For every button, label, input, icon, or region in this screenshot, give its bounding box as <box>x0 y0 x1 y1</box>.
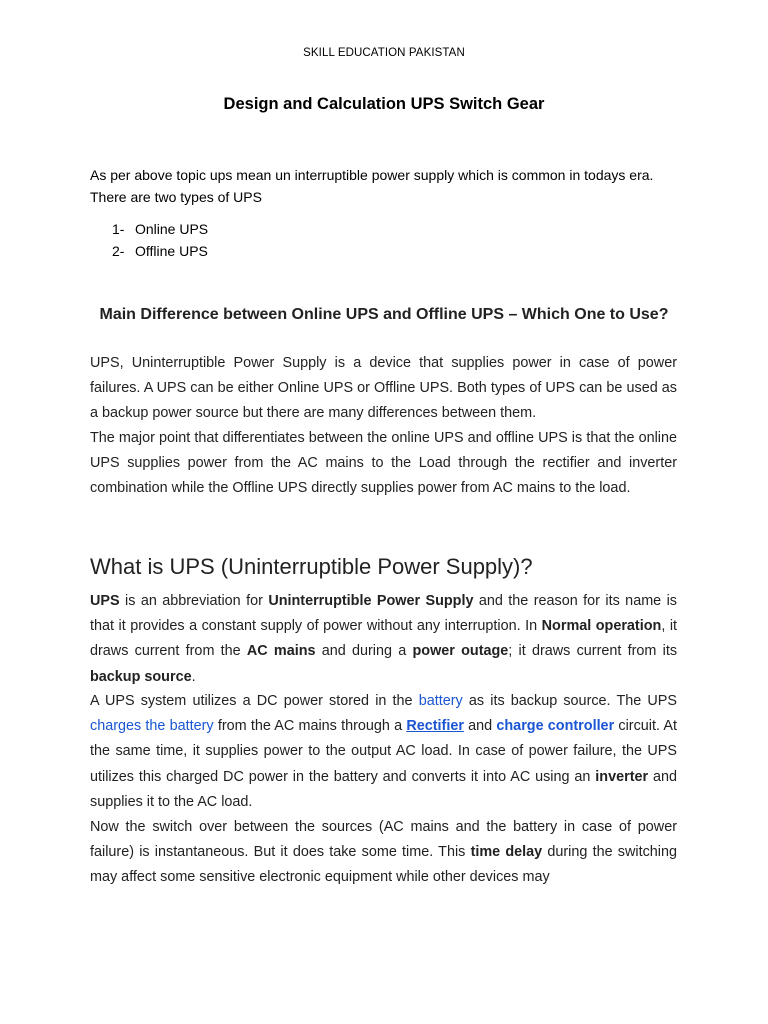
text-run: and supplies it to the AC load. <box>90 768 677 810</box>
bold-text: inverter <box>595 768 649 785</box>
text-run: and <box>463 718 497 735</box>
paragraph-major-difference: The major point that differentiates between the online UPS and offline UPS is that the online UPS supplies power from the AC mains to the Load through the rectifier and inverter combination while the Offline UPS directly supplies power from AC mains to the load. <box>90 430 677 497</box>
bold-text: UPS <box>90 593 120 609</box>
text-run: is an abbreviation for <box>119 593 269 609</box>
text-run: circuit. At the same time, it supplies power to the output AC load. In case of power failure, the UPS utilizes this charged DC power in the battery and converts it into AC using an <box>90 718 677 785</box>
text-run: and during a <box>315 643 413 660</box>
text-run: ; it draws current from its <box>508 643 678 660</box>
bold-text: backup source <box>90 668 192 685</box>
bold-text: Uninterruptible Power Supply <box>268 593 474 609</box>
text-run: as its backup source. The UPS <box>462 693 677 709</box>
text-run: . <box>191 668 196 685</box>
rectifier-link[interactable]: Rectifier <box>406 718 464 735</box>
bold-text: time delay <box>470 844 543 861</box>
section-heading-what-is-ups: What is UPS (Uninterruptible Power Supply)? <box>90 554 533 579</box>
paragraph-ups-definition: UPS, Uninterruptible Power Supply is a device that supplies power in case of power failures. A UPS can be either Online UPS or Offline UPS. Both types of UPS can be used as a backup power source but there are many differences between them. <box>90 355 677 422</box>
page-header: SKILL EDUCATION PAKISTAN <box>303 47 465 59</box>
intro-paragraph: As per above topic ups mean un interruptible power supply which is common in todays era. There are two types of UPS <box>90 167 654 205</box>
text-run: A UPS system utilizes a DC power stored in the <box>90 693 419 709</box>
bold-text: AC mains <box>246 643 316 660</box>
list-item <box>112 240 208 262</box>
document-title: Design and Calculation UPS Switch Gear <box>223 95 545 113</box>
text-run: , it draws current from the <box>90 618 678 660</box>
text-run: and the reason for its name is that it provides a constant supply of power without any interruption. In <box>90 593 677 635</box>
text-run: Now the switch over between the sources (AC mains and the battery in case of power failure) is instantaneous. But it does take some time. This <box>90 819 677 861</box>
list-number: 1- <box>112 221 125 237</box>
text-run: during the switching may affect some sensitive electronic equipment while other devices may <box>90 844 677 886</box>
paragraph-switch-over <box>90 815 677 891</box>
bold-text: power outage <box>412 643 509 660</box>
charges-battery-link[interactable]: charges the battery <box>90 718 214 735</box>
ups-types-list <box>112 218 208 262</box>
list-number: 2- <box>112 243 125 259</box>
text-run: from the AC mains through a <box>213 718 407 735</box>
paragraph-ups-battery <box>90 689 677 815</box>
paragraph-ups-abbreviation <box>90 589 677 690</box>
battery-link[interactable]: battery <box>418 693 463 709</box>
list-text: Online UPS <box>135 221 209 237</box>
list-item <box>112 218 208 240</box>
bold-text: Normal operation <box>541 618 662 635</box>
section-heading-difference: Main Difference between Online UPS and Offline UPS – Which One to Use? <box>99 306 669 323</box>
list-text: Offline UPS <box>135 243 208 259</box>
charge-controller-link[interactable]: charge controller <box>496 718 615 735</box>
